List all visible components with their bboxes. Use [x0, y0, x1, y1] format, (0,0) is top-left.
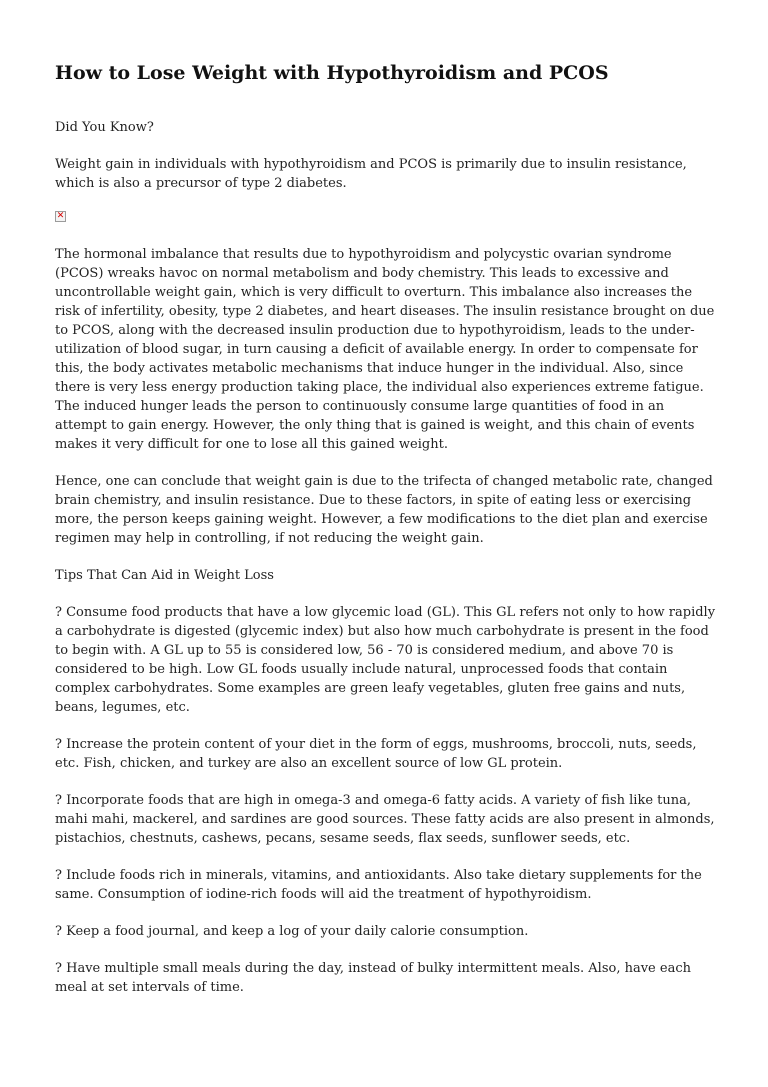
tip-item: ? Incorporate foods that are high in omega-3 and omega-6 fatty acids. A variety of fish like tuna, mahi mahi, mackerel, and sardines are good sources. These fatty acids are also present in almonds, pistachios, chestnuts, cashews, pecans, sesame seeds, flax seeds, sunflower seeds, etc.: [55, 793, 715, 846]
tips-heading: Tips That Can Aid in Weight Loss: [55, 568, 274, 583]
page-title: How to Lose Weight with Hypothyroidism and PCOS: [55, 62, 609, 84]
body-paragraph-2: Hence, one can conclude that weight gain is due to the trifecta of changed metabolic rate, changed brain chemistry, and insulin resistance. Due to these factors, in spite of eating less or exercising more, the person keeps gaining weight. However, a few modifications to the diet plan and exercise regimen may help in controlling, if not reducing the weight gain.: [55, 474, 713, 546]
tip-item: ? Keep a food journal, and keep a log of your daily calorie consumption.: [55, 924, 529, 939]
body-paragraph-1: The hormonal imbalance that results due to hypothyroidism and polycystic ovarian syndrome (PCOS) wreaks havoc on normal metabolism and body chemistry. This leads to excessive and uncontrollable weight gain, which is very difficult to overturn. This imbalance also increases the risk of infertility, obesity, type 2 diabetes, and heart diseases. The insulin resistance brought on due to PCOS, along with the decreased insulin production due to hypothyroidism, leads to the under-utilization of blood sugar, in turn causing a deficit of available energy. In order to compensate for this, the body activates metabolic mechanisms that induce hunger in the individual. Also, since there is very less energy production taking place, the individual also experiences extreme fatigue. The induced hunger leads the person to continuously consume large quantities of food in an attempt to gain energy. However, the only thing that is gained is weight, and this chain of events makes it very difficult for one to lose all this gained weight.: [55, 247, 715, 452]
intro-paragraph: Weight gain in individuals with hypothyroidism and PCOS is primarily due to insulin resistance, which is also a precursor of type 2 diabetes.: [55, 157, 687, 191]
tip-item: ? Increase the protein content of your diet in the form of eggs, mushrooms, broccoli, nuts, seeds, etc. Fish, chicken, and turkey are also an excellent source of low GL protein.: [55, 737, 697, 771]
tip-item: ? Include foods rich in minerals, vitamins, and antioxidants. Also take dietary supplements for the same. Consumption of iodine-rich foods will aid the treatment of hypothyroidism.: [55, 868, 702, 902]
tip-item: ? Consume food products that have a low glycemic load (GL). This GL refers not only to how rapidly a carbohydrate is digested (glycemic index) but also how much carbohydrate is present in the food to begin with. A GL up to 55 is considered low, 56 - 70 is considered medium, and above 70 is considered to be high. Low GL foods usually include natural, unprocessed foods that contain complex carbohydrates. Some examples are green leafy vegetables, gluten free gains and nuts, beans, legumes, etc.: [55, 605, 716, 715]
intro-heading: Did You Know?: [55, 120, 154, 135]
tip-item: ? Have multiple small meals during the day, instead of bulky intermittent meals. Also, have each meal at set intervals of time.: [55, 961, 691, 995]
document-page: [55, 58, 717, 1015]
broken-image-icon: [55, 211, 66, 222]
broken-image-glyph: ✕: [56, 211, 65, 221]
